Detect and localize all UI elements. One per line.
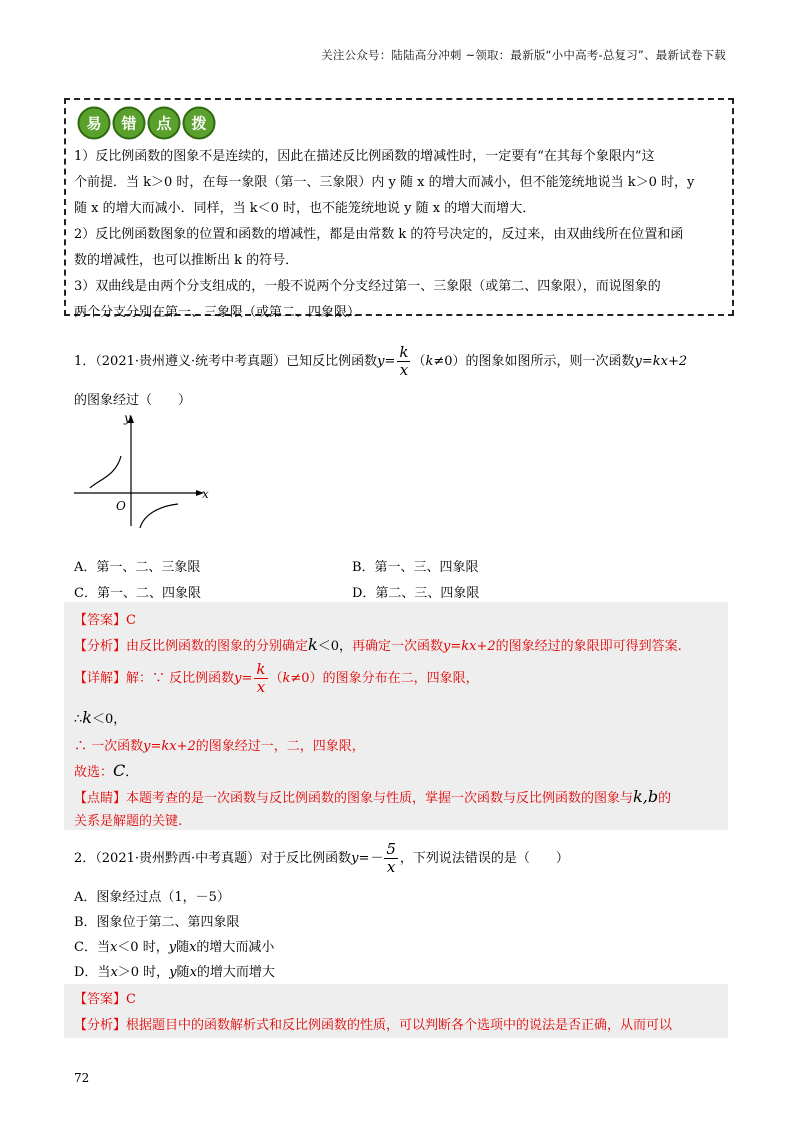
tip-line: 2）反比例函数图象的位置和函数的增减性，都是由常数 k 的符号决定的，反过来，由双曲线所在位置和函: [74, 227, 684, 242]
page-header: 关注公众号：陆陆高分冲刺 ~领取：最新版“小中高考-总复习”、最新试卷下载: [321, 48, 726, 62]
tip-line: 随 x 的增大而减小．同样，当 k＜0 时，也不能笼统地说 y 随 x 的增大而增大．: [74, 201, 536, 216]
q1-comment: 【点睛】本题考查的是一次函数与反比例函数的图象与性质，掌握一次函数与反比例函数的图象与k,b的: [74, 787, 672, 806]
q1-solution-block: [64, 602, 728, 830]
tip-badge: [76, 106, 216, 140]
q1-option-c: C．第一、二、四象限: [74, 586, 201, 601]
q1-comment-line2: 关系是解题的关键.: [74, 814, 183, 829]
svg-text:点: 点: [156, 114, 172, 133]
page-number: 72: [74, 1071, 90, 1085]
q1-detail-fraction: $\frac{k}{x}$: [256, 660, 266, 696]
q1-cond-rest: ≠0）的图象如图所示，则一次函数: [433, 354, 635, 369]
q2-fraction: $\frac{5}{x}$: [386, 840, 396, 876]
tip-line: 个前提．当 k＞0 时，在每一象限（第一、三象限）内 y 随 x 的增大而减小，但不能笼统地说当 k＞0 时，y: [74, 175, 695, 190]
svg-text:错: 错: [121, 114, 137, 133]
q1-cond-open: （: [412, 354, 426, 369]
q2-stem: 2．（2021·贵州黔西·中考真题）对于反比例函数y=－ $\frac{5}{x}$ ，下列说法错误的是（ ）: [74, 840, 569, 876]
q2-option-c: C．当x＜0 时，y随x的增大而减小: [74, 940, 275, 955]
tip-line: 1）反比例函数的图象不是连续的，因此在描述反比例函数的增减性时，一定要有“在其每个象限内”这: [74, 149, 655, 164]
svg-text:拨: 拨: [191, 114, 207, 133]
q1-fraction: [397, 345, 410, 378]
q1-frac-num: k: [399, 343, 409, 361]
tip-text: [74, 144, 726, 326]
q1-stem-line2: 的图象经过（ ）: [74, 393, 192, 408]
tip-line: 3）双曲线是由两个分支组成的，一般不说两个分支经过第一、三象限（或第二、四象限），而说图象的: [74, 279, 661, 294]
q2-answer: 【答案】C: [74, 992, 136, 1007]
q1-detail-line4: 故选：C．: [74, 761, 139, 780]
tip-box: [64, 98, 734, 320]
q1-cond-k: k: [425, 354, 434, 369]
origin-label: O: [116, 499, 126, 513]
q1-option-b: B．第一、三、四象限: [352, 560, 479, 575]
q1-lead: 1．（2021·贵州遵义·统考中考真题）已知反比例函数: [74, 354, 378, 369]
q2-option-d: D．当x＞0 时，y随x的增大而增大: [74, 965, 275, 980]
q2-option-b: B．图象位于第二、第四象限: [74, 915, 240, 930]
badge-char-3: [184, 108, 215, 139]
q1-detail-line2: ∴k＜0，: [74, 708, 127, 727]
q1-frac-den: x: [399, 361, 409, 379]
q1-func-y: y=: [377, 354, 396, 369]
hyperbola-graph: [68, 408, 214, 530]
tip-line: 数的增减性，也可以推断出 k 的符号．: [74, 253, 299, 268]
q2-analysis: 【分析】根据题目中的函数解析式和反比例函数的性质，可以判断各个选项中的说法是否正确，从而可以: [74, 1018, 673, 1033]
q1-answer: 【答案】C: [74, 613, 136, 628]
q2-option-a: A．图象经过点（1，－5）: [74, 890, 230, 905]
q1-option-d: D．第二、三、四象限: [352, 586, 480, 601]
svg-text:易: 易: [86, 114, 102, 133]
badge-char-0: [79, 108, 110, 139]
q1-stem: [74, 345, 687, 378]
q1-linear: y=kx+2: [634, 354, 688, 369]
x-axis-label: x: [202, 487, 209, 501]
y-axis-label: y: [124, 411, 131, 425]
badge-char-2: [149, 108, 180, 139]
badge-char-1: [114, 108, 145, 139]
tip-line: 两个分支分别在第一、三象限（或第二、四象限）．: [74, 305, 367, 320]
q1-detail-line3: ∴ 一次函数y=kx+2的图象经过一，二，四象限，: [74, 739, 365, 754]
q1-detail: 【详解】解：∵ 反比例函数y= $\frac{k}{x}$ （k≠0）的图象分布在二，四象限，: [74, 660, 479, 696]
q1-option-a: A．第一、二、三象限: [74, 560, 201, 575]
q2-solution-block: [64, 984, 728, 1038]
q1-analysis: 【分析】由反比例函数的图象的分别确定k＜0，再确定一次函数y=kx+2的图象经过的象限即可得到答案.: [74, 635, 682, 654]
